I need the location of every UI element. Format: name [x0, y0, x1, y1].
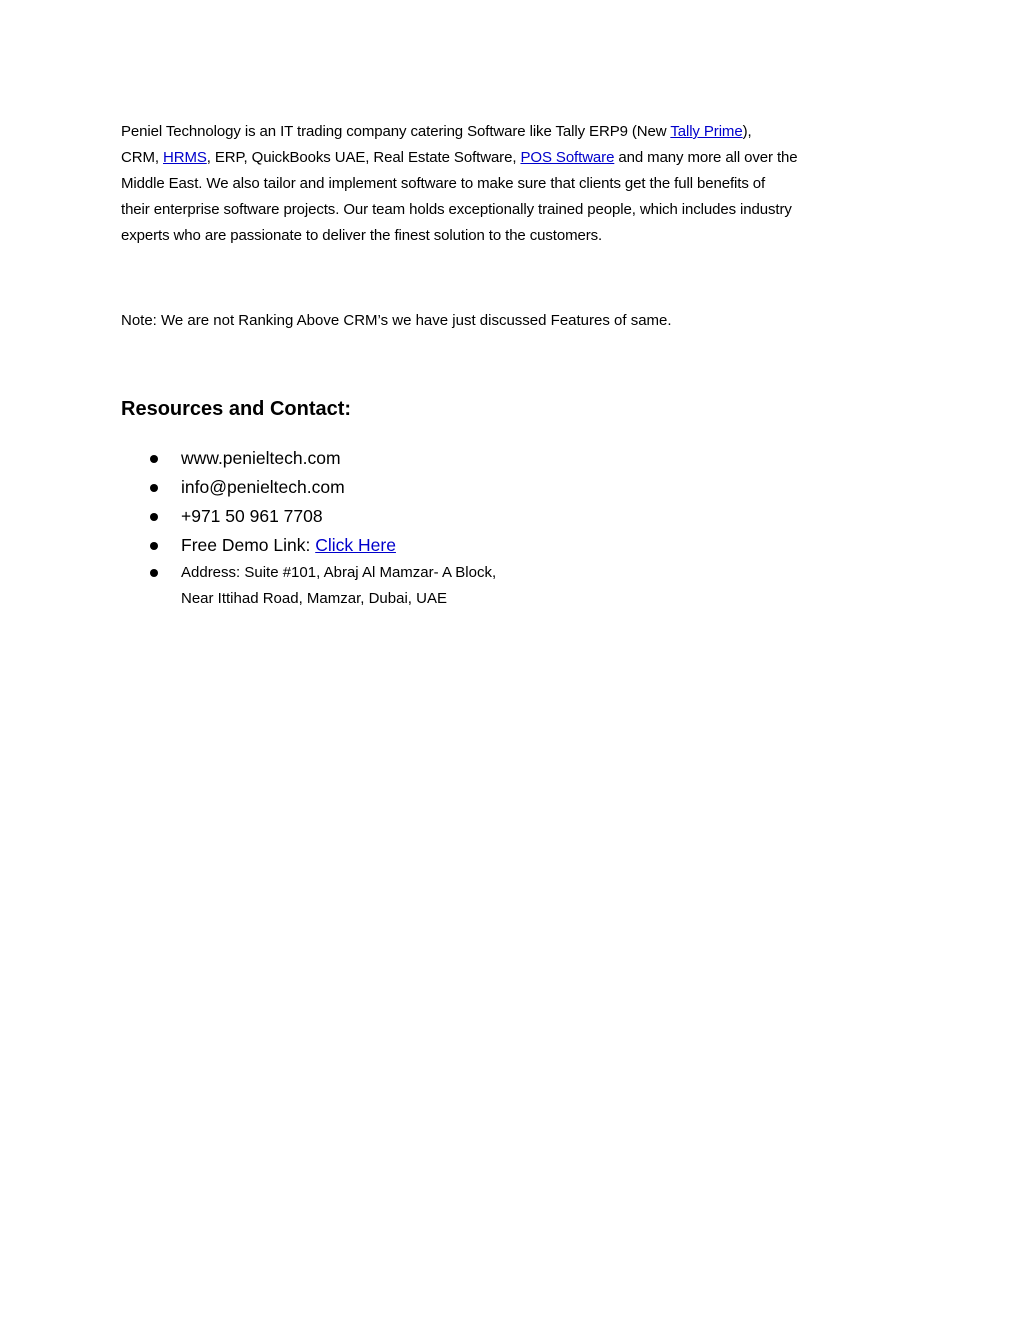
bullet-icon — [150, 569, 158, 577]
address-line-1: Address: Suite #101, Abraj Al Mamzar- A Block, — [181, 564, 497, 581]
bullet-icon — [150, 542, 158, 550]
contact-list — [150, 444, 496, 612]
hrms-link[interactable]: HRMS — [163, 149, 207, 166]
intro-line-2 — [121, 145, 921, 171]
resources-heading: Resources and Contact: — [121, 398, 352, 420]
tally-prime-link[interactable]: Tally Prime — [670, 123, 743, 140]
email-text: info@penieltech.com — [181, 477, 345, 497]
intro-line-3: Middle East. We also tailor and implement software to make sure that clients get the full benefits of — [121, 175, 766, 192]
intro-text: ), — [742, 123, 752, 140]
note-text: Note: We are not Ranking Above CRM’s we have just discussed Features of same. — [121, 312, 672, 329]
bullet-icon — [150, 455, 158, 463]
intro-paragraph — [121, 119, 921, 249]
list-item-email — [150, 473, 496, 502]
intro-text: CRM, — [121, 149, 163, 166]
demo-label: Free Demo Link: — [181, 535, 316, 555]
bullet-icon — [150, 484, 158, 492]
pos-software-link[interactable]: POS Software — [520, 149, 615, 166]
bullet-icon — [150, 513, 158, 521]
website-text: www.penieltech.com — [181, 448, 341, 468]
intro-line-4: their enterprise software projects. Our team holds exceptionally trained people, which includes industry — [121, 201, 792, 218]
intro-line-5: experts who are passionate to deliver the finest solution to the customers. — [121, 227, 603, 244]
list-item-address — [150, 560, 496, 612]
intro-text: , ERP, QuickBooks UAE, Real Estate Software, — [206, 149, 521, 166]
intro-text: Peniel Technology is an IT trading company catering Software like Tally ERP9 (New — [121, 123, 671, 140]
list-item-demo — [150, 531, 496, 560]
click-here-link[interactable]: Click Here — [315, 535, 396, 555]
phone-text: +971 50 961 7708 — [181, 506, 323, 526]
address-line-2: Near Ittihad Road, Mamzar, Dubai, UAE — [181, 590, 447, 607]
intro-text: and many more all over the — [614, 149, 798, 166]
list-item-phone — [150, 502, 496, 531]
list-item-website — [150, 444, 496, 473]
intro-line-1 — [121, 119, 921, 145]
